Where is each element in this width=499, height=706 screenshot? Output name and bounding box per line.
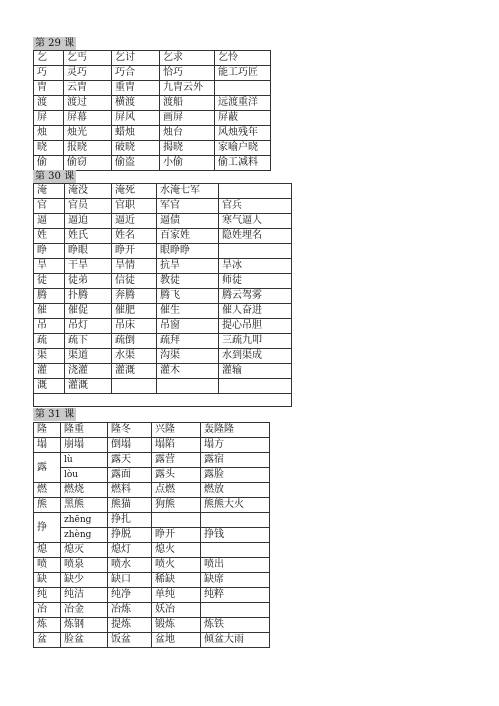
lesson-30-heading: 第 30 课 <box>35 171 75 182</box>
word-cell: 燃烧 <box>61 483 108 498</box>
word-cell: 疏拜 <box>157 334 219 349</box>
word-cell: 抗旱 <box>157 259 219 274</box>
word-cell: 燃放 <box>201 483 270 498</box>
word-cell: 渡船 <box>160 96 215 111</box>
table-row <box>34 558 270 573</box>
pinyin-cell <box>61 453 108 468</box>
word-cell <box>201 513 270 528</box>
word-cell: 熊熊大火 <box>201 498 270 513</box>
word-cell: 逼迫 <box>65 214 112 229</box>
word-cell: 官兵 <box>219 199 292 214</box>
word-cell <box>152 513 201 528</box>
table-row <box>34 379 292 394</box>
word-cell: 缺少 <box>61 573 108 588</box>
table-row <box>34 111 271 126</box>
character-cell: 渠 <box>34 349 65 364</box>
word-cell: 塌陷 <box>152 438 201 453</box>
word-cell: 屏蔽 <box>215 111 271 126</box>
word-cell: 重胄 <box>112 81 160 96</box>
word-cell: 灵巧 <box>64 66 112 81</box>
table-row <box>34 364 292 379</box>
table-row <box>34 349 292 364</box>
word-cell: 百家姓 <box>157 229 219 244</box>
word-cell: 眼睁睁 <box>157 244 219 259</box>
word-cell: 吊灯 <box>65 319 112 334</box>
character-cell: 缺 <box>34 573 61 588</box>
word-cell: 挣钱 <box>201 528 270 543</box>
table-row <box>34 214 292 229</box>
word-cell <box>219 379 292 394</box>
word-cell: 锻炼 <box>152 618 201 633</box>
word-cell: 纯净 <box>108 588 152 603</box>
word-cell <box>215 81 271 96</box>
character-cell: 偷 <box>34 156 64 171</box>
word-cell <box>219 244 292 259</box>
word-cell: 乞丐 <box>64 51 112 66</box>
word-cell: 吊床 <box>112 319 157 334</box>
word-cell: 崩塌 <box>61 438 108 453</box>
word-cell: 腾飞 <box>157 289 219 304</box>
word-cell: 熄灯 <box>108 543 152 558</box>
character-cell: 腾 <box>34 289 65 304</box>
word-cell: 官员 <box>65 199 112 214</box>
character-cell: 吊 <box>34 319 65 334</box>
word-cell: 催生 <box>157 304 219 319</box>
word-cell: 烛光 <box>64 126 112 141</box>
word-cell: 炼铁 <box>201 618 270 633</box>
character-cell: 溉 <box>34 379 65 394</box>
word-cell: 脸盆 <box>61 633 108 648</box>
word-cell: 沟渠 <box>157 349 219 364</box>
table-row <box>34 618 270 633</box>
table-row <box>34 199 292 214</box>
word-cell: 喷出 <box>201 558 270 573</box>
table-row <box>34 543 270 558</box>
character-cell: 徒 <box>34 274 65 289</box>
pinyin-cell <box>61 528 108 543</box>
character-cell: 塌 <box>34 438 61 453</box>
word-cell: 姓氏 <box>65 229 112 244</box>
word-cell: 小偷 <box>160 156 215 171</box>
word-cell: 妖冶 <box>152 603 201 618</box>
word-cell: 熊猫 <box>108 498 152 513</box>
character-cell: 疏 <box>34 334 65 349</box>
character-cell: 姓 <box>34 229 65 244</box>
character-cell: 乞 <box>34 51 64 66</box>
word-cell: 盆地 <box>152 633 201 648</box>
character-cell: 冶 <box>34 603 61 618</box>
word-cell: 熄火 <box>152 543 201 558</box>
word-cell: 干旱 <box>65 259 112 274</box>
word-cell: 喷泉 <box>61 558 108 573</box>
word-cell: 水到渠成 <box>219 349 292 364</box>
word-cell: 姓名 <box>112 229 157 244</box>
word-cell: 偷工减料 <box>215 156 271 171</box>
table-row <box>34 259 292 274</box>
word-cell: 冶金 <box>61 603 108 618</box>
word-cell: 旱情 <box>112 259 157 274</box>
word-cell: 疏下 <box>65 334 112 349</box>
table-row <box>34 453 270 468</box>
word-cell <box>157 379 219 394</box>
table-row <box>34 274 292 289</box>
word-cell: 轰隆隆 <box>201 423 270 438</box>
word-cell: 提心吊胆 <box>219 319 292 334</box>
word-cell: 露营 <box>152 453 201 468</box>
word-cell: 露面 <box>108 468 152 483</box>
word-cell: 黑熊 <box>61 498 108 513</box>
lesson-31-table <box>33 422 270 648</box>
word-cell: 风烛残年 <box>215 126 271 141</box>
table-row <box>34 156 271 171</box>
word-cell: 画屏 <box>160 111 215 126</box>
word-cell: 单纯 <box>152 588 201 603</box>
character-cell: 渡 <box>34 96 64 111</box>
word-cell: 隆冬 <box>108 423 152 438</box>
table-row <box>34 304 292 319</box>
word-cell: 揭晓 <box>160 141 215 156</box>
word-cell: 军官 <box>157 199 219 214</box>
word-cell: 报晓 <box>64 141 112 156</box>
word-cell: 露头 <box>152 468 201 483</box>
character-cell: 纯 <box>34 588 61 603</box>
word-cell: 乞求 <box>160 51 215 66</box>
word-cell: 渠道 <box>65 349 112 364</box>
word-cell: 扑腾 <box>65 289 112 304</box>
character-cell: 喷 <box>34 558 61 573</box>
word-cell: 三疏九叩 <box>219 334 292 349</box>
word-cell: 偷盗 <box>112 156 160 171</box>
word-cell: 云胄 <box>64 81 112 96</box>
character-cell: 烛 <box>34 126 64 141</box>
table-row <box>34 126 271 141</box>
word-cell: 喷火 <box>152 558 201 573</box>
word-cell: 破晓 <box>112 141 160 156</box>
word-cell: 饭盆 <box>108 633 152 648</box>
word-cell: 九胄云外 <box>160 81 215 96</box>
word-cell: 淹死 <box>112 184 157 199</box>
character-cell: 旱 <box>34 259 65 274</box>
word-cell: 睁眼 <box>65 244 112 259</box>
word-cell: 渡过 <box>64 96 112 111</box>
lesson-29-table <box>33 50 271 171</box>
table-row <box>34 244 292 259</box>
word-cell: 师徒 <box>219 274 292 289</box>
lesson-29-heading: 第 29 课 <box>35 38 75 49</box>
word-cell: 能工巧匠 <box>215 66 271 81</box>
word-cell: 点燃 <box>152 483 201 498</box>
character-cell: 睁 <box>34 244 65 259</box>
pinyin-label: zhēng <box>64 515 92 525</box>
table-row <box>34 319 292 334</box>
word-cell: 寒气逼人 <box>219 214 292 229</box>
table-row <box>34 573 270 588</box>
word-cell: 吊窗 <box>157 319 219 334</box>
word-cell: 塌方 <box>201 438 270 453</box>
word-cell: 冶炼 <box>108 603 152 618</box>
character-cell: 熊 <box>34 498 61 513</box>
word-cell: 燃料 <box>108 483 152 498</box>
table-row <box>34 438 270 453</box>
lesson-30-table <box>33 183 292 407</box>
table-row <box>34 513 270 528</box>
character-cell: 官 <box>34 199 65 214</box>
character-cell: 盆 <box>34 633 61 648</box>
word-cell: 蜡烛 <box>112 126 160 141</box>
table-row <box>34 81 271 96</box>
word-cell: 睁开 <box>152 528 201 543</box>
pinyin-label: lòu <box>64 470 79 480</box>
word-cell: 隆重 <box>61 423 108 438</box>
table-row <box>34 603 270 618</box>
pinyin-cell <box>61 468 108 483</box>
word-cell <box>201 543 270 558</box>
pinyin-label: lù <box>64 455 73 465</box>
word-cell: 炼钢 <box>61 618 108 633</box>
word-cell: 稀缺 <box>152 573 201 588</box>
word-cell <box>112 379 157 394</box>
word-cell: 灌溉 <box>65 379 112 394</box>
word-cell: 灌输 <box>219 364 292 379</box>
word-cell: 信徒 <box>112 274 157 289</box>
pinyin-cell <box>61 513 108 528</box>
word-cell: 倒塌 <box>108 438 152 453</box>
word-cell: 挣扎 <box>108 513 152 528</box>
word-cell: 腾云驾雾 <box>219 289 292 304</box>
word-cell: 旱冰 <box>219 259 292 274</box>
character-cell: 灌 <box>34 364 65 379</box>
word-cell: 浇灌 <box>65 364 112 379</box>
table-row <box>34 229 292 244</box>
character-cell: 淹 <box>34 184 65 199</box>
character-cell: 炼 <box>34 618 61 633</box>
word-cell: 屏幕 <box>64 111 112 126</box>
word-cell: 烛台 <box>160 126 215 141</box>
word-cell: 纯粹 <box>201 588 270 603</box>
word-cell <box>219 184 292 199</box>
table-row <box>34 51 271 66</box>
character-cell: 逼 <box>34 214 65 229</box>
pinyin-label: zhèng <box>64 530 92 540</box>
word-cell: 疏倒 <box>112 334 157 349</box>
word-cell: 提炼 <box>108 618 152 633</box>
table-row <box>34 423 270 438</box>
word-cell: 水淹七军 <box>157 184 219 199</box>
table-row <box>34 483 270 498</box>
table-row <box>34 588 270 603</box>
word-cell: 缺席 <box>201 573 270 588</box>
table-row <box>34 394 292 407</box>
table-row <box>34 141 271 156</box>
word-cell: 催人奋进 <box>219 304 292 319</box>
table-row <box>34 468 270 483</box>
word-cell: 巧合 <box>112 66 160 81</box>
word-cell: 家喻户晓 <box>215 141 271 156</box>
word-cell: 偷窃 <box>64 156 112 171</box>
word-cell: 乞讨 <box>112 51 160 66</box>
table-row <box>34 66 271 81</box>
character-cell: 催 <box>34 304 65 319</box>
word-cell: 徒弟 <box>65 274 112 289</box>
character-cell: 屏 <box>34 111 64 126</box>
character-cell: 熄 <box>34 543 61 558</box>
word-cell: 逼债 <box>157 214 219 229</box>
empty-cell <box>34 394 292 407</box>
word-cell: 灌木 <box>157 364 219 379</box>
word-cell: 露天 <box>108 453 152 468</box>
character-cell: 燃 <box>34 483 61 498</box>
character-cell: 胄 <box>34 81 64 96</box>
word-cell: 倾盆大雨 <box>201 633 270 648</box>
word-cell: 催肥 <box>112 304 157 319</box>
word-cell: 逼近 <box>112 214 157 229</box>
table-row <box>34 184 292 199</box>
word-cell: 挣脱 <box>108 528 152 543</box>
table-row <box>34 289 292 304</box>
word-cell: 睁开 <box>112 244 157 259</box>
word-cell: 狗熊 <box>152 498 201 513</box>
lesson-31-heading: 第 31 课 <box>35 409 75 420</box>
character-cell: 挣 <box>34 513 61 543</box>
table-row <box>34 96 271 111</box>
word-cell: 露脸 <box>201 468 270 483</box>
word-cell: 喷水 <box>108 558 152 573</box>
word-cell: 官职 <box>112 199 157 214</box>
character-cell: 隆 <box>34 423 61 438</box>
word-cell: 熄灭 <box>61 543 108 558</box>
table-row <box>34 633 270 648</box>
word-cell: 恰巧 <box>160 66 215 81</box>
character-cell: 巧 <box>34 66 64 81</box>
word-cell: 远渡重洋 <box>215 96 271 111</box>
character-cell: 露 <box>34 453 61 483</box>
word-cell: 乞怜 <box>215 51 271 66</box>
word-cell <box>201 603 270 618</box>
table-row <box>34 334 292 349</box>
word-cell: 纯洁 <box>61 588 108 603</box>
table-row <box>34 498 270 513</box>
character-cell: 晓 <box>34 141 64 156</box>
word-cell: 露宿 <box>201 453 270 468</box>
word-cell: 催促 <box>65 304 112 319</box>
word-cell: 灌溉 <box>112 364 157 379</box>
word-cell: 水渠 <box>112 349 157 364</box>
table-row <box>34 528 270 543</box>
word-cell: 屏风 <box>112 111 160 126</box>
word-cell: 缺口 <box>108 573 152 588</box>
word-cell: 淹没 <box>65 184 112 199</box>
word-cell: 教徒 <box>157 274 219 289</box>
word-cell: 兴隆 <box>152 423 201 438</box>
word-cell: 横渡 <box>112 96 160 111</box>
word-cell: 隐姓埋名 <box>219 229 292 244</box>
word-cell: 奔腾 <box>112 289 157 304</box>
